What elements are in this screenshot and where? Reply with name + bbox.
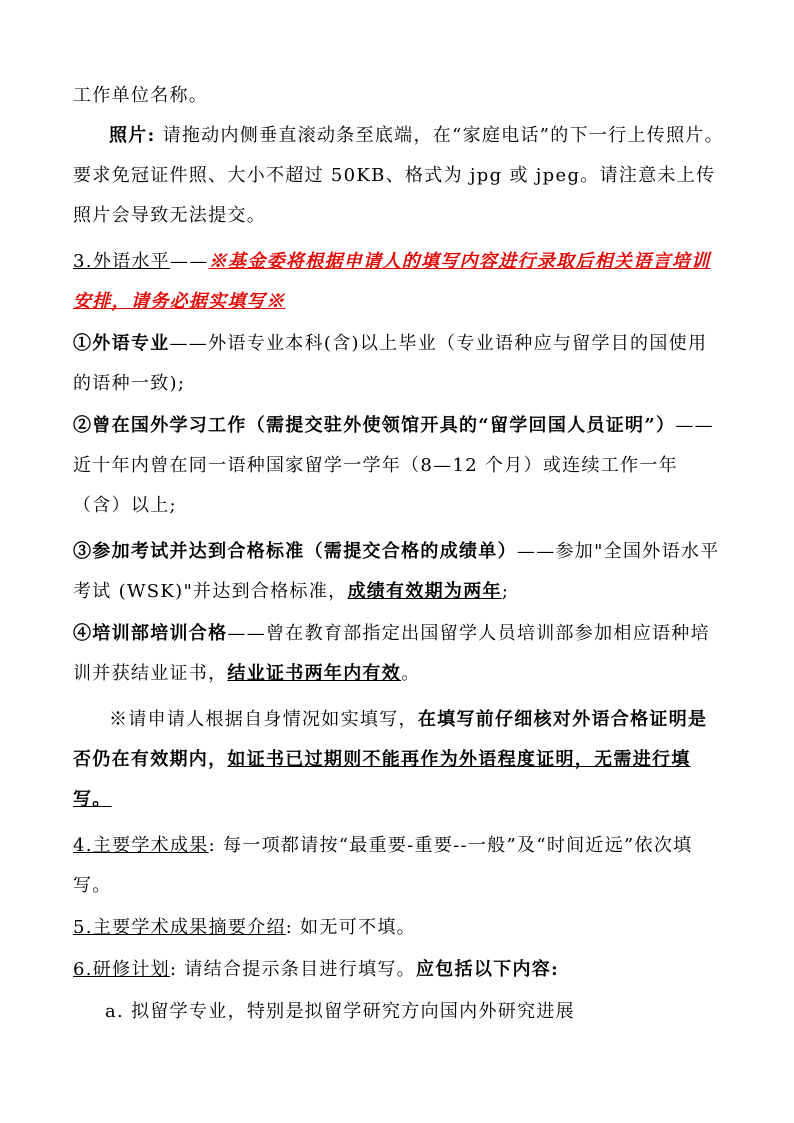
section-3-foreign-language [73,242,725,322]
section-3-heading: 3.外语水平 [73,251,170,272]
option-3-end: ; [501,581,510,602]
section-6-heading: 6.研修计划 [73,959,170,980]
option-2-text: ——近十年内曾在同一语种国家留学一学年（8—12 个月）或连续工作一年（含）以上; [73,415,714,516]
section-4-achievements [73,826,725,906]
option-3-title: ③参加考试并达到合格标准（需提交合格的成绩单） [73,541,517,562]
photo-label: 照片: [109,125,156,146]
option-1-text: ——外语专业本科(含)以上毕业（专业语种应与留学目的国使用的语种一致); [73,333,708,394]
section-5-summary [73,908,725,948]
note-expired-warning: 如证书已过期则不能再作为外语程度证明，无需进行填写。 [73,749,691,810]
paragraph-photo [73,116,725,236]
option-2-abroad-experience [73,406,725,526]
note-intro: ※请申请人根据自身情况如实填写， [109,709,418,730]
section-3-dash: —— [169,251,209,272]
option-4-validity: 结业证书两年内有效 [227,663,402,684]
section-4-heading: 4.主要学术成果 [73,835,209,856]
option-1-title: ①外语专业 [73,333,170,354]
section-5-heading: 5.主要学术成果摘要介绍 [73,917,286,938]
section-5-text: : 如无可不填。 [285,917,416,938]
section-6-bold: 应包括以下内容: [415,959,560,980]
list-item-a-text: a. 拟留学专业，特别是拟留学研究方向国内外研究进展 [105,1001,575,1022]
paragraph-work-unit [73,76,725,116]
list-item-a [105,992,725,1032]
option-3-text: ——参加"全国外语水平考试 (WSK)"并达到合格标准， [73,541,720,602]
option-3-validity: 成绩有效期为两年 [347,581,502,602]
option-2-title: ②曾在国外学习工作（需提交驻外使领馆开具的“留学回国人员证明”） [73,415,676,436]
photo-text: 请拖动内侧垂直滚动条至底端，在“家庭电话”的下一行上传照片。要求免冠证件照、大小不超过 50KB、格式为 jpg 或 jpeg。请注意未上传照片会导致无法提交。 [73,125,724,226]
option-4-end: 。 [401,663,421,684]
section-4-text: : 每一项都请按“最重要-重要--一般”及“时间近远”依次填写。 [73,835,693,896]
section-6-text: : 请结合提示条目进行填写。 [169,959,416,980]
note-paragraph [73,700,725,820]
option-3-exam [73,532,725,612]
section-3-red-note: ※基金委将根据申请人的填写内容进行录取后相关语言培训安排，请务必据实填写※ [73,251,711,312]
option-4-text: ——曾在教育部指定出国留学人员培训部参加相应语种培训并获结业证书， [73,623,710,684]
option-4-training [73,614,725,694]
work-unit-text: 工作单位名称。 [73,85,209,106]
note-check-validity: 在填写前仔细核对外语合格证明是否仍在有效期内， [73,709,708,770]
option-1-language-major [73,324,725,404]
section-6-study-plan [73,950,725,990]
option-4-title: ④培训部培训合格 [73,623,228,644]
